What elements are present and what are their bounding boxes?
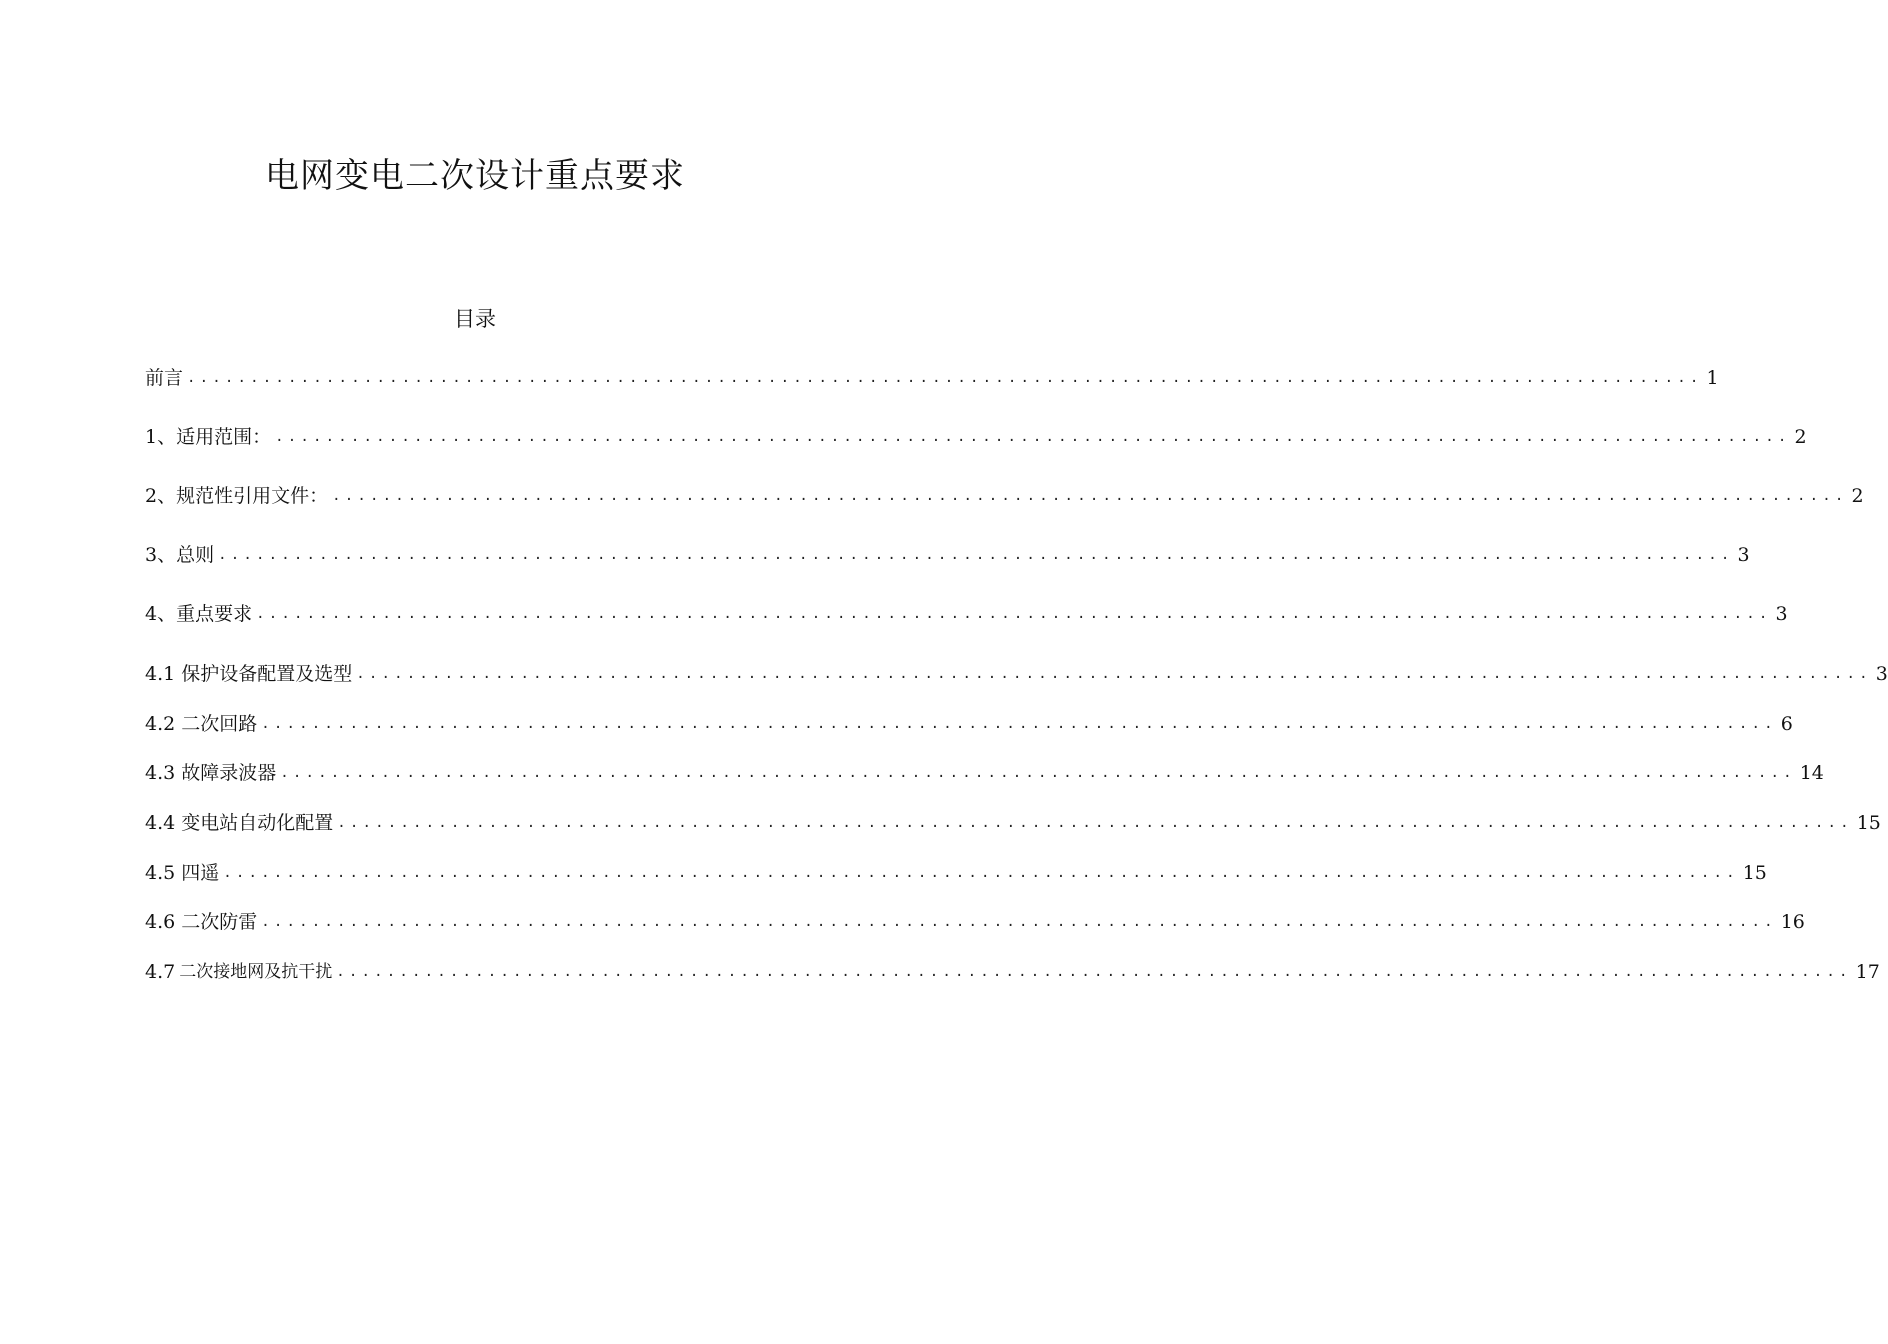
toc-dot-leader: ........................................................................................................................ bbox=[218, 547, 1734, 563]
toc-entry-4-1[interactable] bbox=[145, 659, 1888, 689]
toc-entry-label: 4、重点要求 bbox=[145, 603, 253, 625]
toc-entry-4-7[interactable] bbox=[145, 957, 1880, 987]
toc-entry-general[interactable] bbox=[145, 540, 1750, 570]
toc-entry-page: 17 bbox=[1855, 961, 1880, 983]
toc-entry-page: 2 bbox=[1794, 426, 1807, 448]
toc-entry-label: 4.6 二次防雷 bbox=[145, 911, 258, 933]
toc-entry-4-3[interactable] bbox=[145, 758, 1824, 788]
toc-dot-leader: ........................................................................................................................ bbox=[336, 964, 1852, 980]
toc-entry-label: 2、规范性引用文件： bbox=[145, 485, 329, 507]
toc-entry-4-5[interactable] bbox=[145, 858, 1767, 888]
toc-entry-number: 4.7 bbox=[145, 961, 176, 983]
toc-entry-label: 4.3 故障录波器 bbox=[145, 762, 277, 784]
toc-dot-leader: ........................................................................................................................ bbox=[337, 815, 1853, 831]
toc-dot-leader: ........................................................................................................................ bbox=[356, 666, 1872, 682]
toc-entry-page: 3 bbox=[1875, 663, 1888, 685]
toc-entry-page: 1 bbox=[1706, 367, 1719, 389]
toc-entry-label: 4.2 二次回路 bbox=[145, 713, 258, 735]
toc-entry-label: 1、适用范围： bbox=[145, 426, 272, 448]
toc-entry-page: 16 bbox=[1780, 911, 1805, 933]
toc-entry-4-2[interactable] bbox=[145, 709, 1793, 739]
toc-entry-label: 4.4 变电站自动化配置 bbox=[145, 812, 334, 834]
toc-dot-leader: ........................................................................................................................ bbox=[332, 488, 1848, 504]
toc-entry-key-requirements[interactable] bbox=[145, 599, 1788, 629]
toc-entry-scope[interactable] bbox=[145, 422, 1807, 452]
toc-dot-leader: ........................................................................................................................ bbox=[261, 914, 1777, 930]
toc-entry-page: 14 bbox=[1799, 762, 1824, 784]
toc-entry-page: 3 bbox=[1775, 603, 1788, 625]
toc-dot-leader: ........................................................................................................................ bbox=[261, 716, 1777, 732]
toc-entry-4-6[interactable] bbox=[145, 907, 1805, 937]
toc-entry-normative-references[interactable] bbox=[145, 481, 1864, 511]
toc-entry-page: 15 bbox=[1742, 862, 1767, 884]
toc-entry-page: 6 bbox=[1780, 713, 1793, 735]
toc-entry-label: 4.5 四遥 bbox=[145, 862, 220, 884]
toc-entry-label: 4.1 保护设备配置及选型 bbox=[145, 663, 353, 685]
toc-entry-label: 3、总则 bbox=[145, 544, 215, 566]
toc-entry-label: 前言 bbox=[145, 367, 184, 389]
toc-dot-leader: ........................................................................................................................ bbox=[280, 765, 1796, 781]
toc-entry-4-4[interactable] bbox=[145, 808, 1881, 838]
toc-dot-leader: ........................................................................................................................ bbox=[256, 606, 1772, 622]
toc-heading: 目录 bbox=[454, 307, 496, 331]
toc-dot-leader: ........................................................................................................................ bbox=[223, 865, 1739, 881]
toc-entry-preface[interactable] bbox=[145, 363, 1719, 393]
toc-dot-leader: ........................................................................................................................ bbox=[187, 370, 1703, 386]
toc-entry-page: 15 bbox=[1856, 812, 1881, 834]
toc-entry-label: 二次接地网及抗干扰 bbox=[179, 962, 333, 982]
toc-entry-page: 3 bbox=[1737, 544, 1750, 566]
toc-dot-leader: ........................................................................................................................ bbox=[275, 429, 1791, 445]
toc-entry-page: 2 bbox=[1851, 485, 1864, 507]
document-title: 电网变电二次设计重点要求 bbox=[265, 156, 685, 196]
